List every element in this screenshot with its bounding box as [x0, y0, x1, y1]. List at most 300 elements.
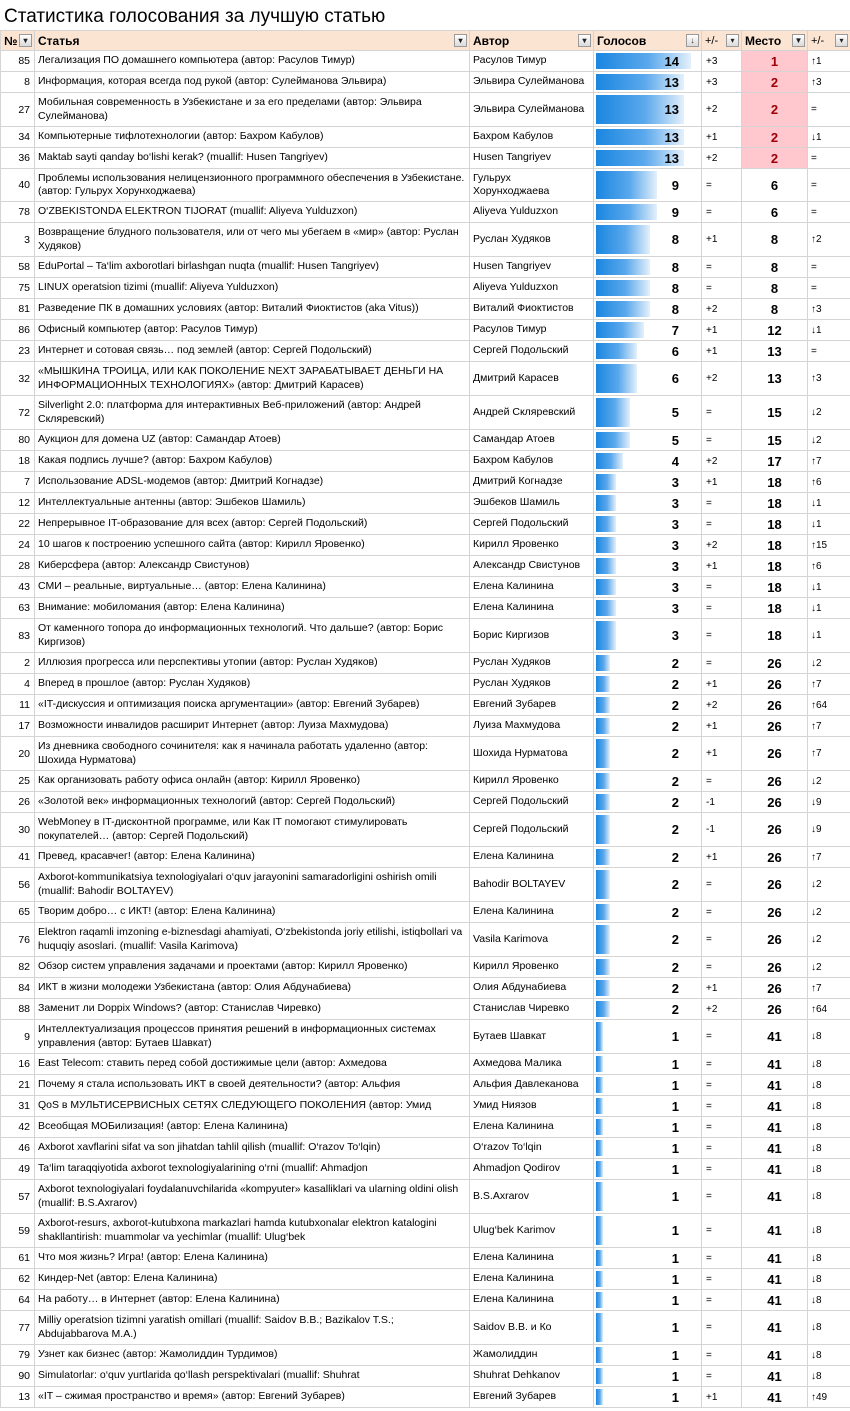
votes-cell[interactable]	[594, 1366, 702, 1387]
place-change-cell[interactable]: ↑7	[808, 716, 850, 737]
place-change-cell[interactable]: =	[808, 93, 850, 127]
votes-cell[interactable]	[594, 535, 702, 556]
article-title-cell[interactable]: СМИ – реальные, виртуальные… (автор: Елена Калинина)	[35, 577, 470, 598]
votes-delta-cell[interactable]: =	[702, 514, 742, 535]
place-cell[interactable]: 26	[742, 674, 808, 695]
place-change-cell[interactable]: ↓8	[808, 1366, 850, 1387]
place-change-cell[interactable]: ↓1	[808, 577, 850, 598]
votes-delta-cell[interactable]: =	[702, 653, 742, 674]
author-cell[interactable]: O‘razov To‘lqin	[470, 1138, 594, 1159]
votes-delta-cell[interactable]: =	[702, 278, 742, 299]
place-cell[interactable]: 26	[742, 847, 808, 868]
votes-delta-cell[interactable]: +1	[702, 556, 742, 577]
votes-cell[interactable]	[594, 1117, 702, 1138]
place-change-cell[interactable]: ↑64	[808, 999, 850, 1020]
place-cell[interactable]: 41	[742, 1366, 808, 1387]
votes-cell[interactable]	[594, 1020, 702, 1054]
filter-dropdown-icon[interactable]: ▾	[835, 34, 848, 47]
author-cell[interactable]: Сергей Подольский	[470, 514, 594, 535]
votes-cell[interactable]	[594, 902, 702, 923]
row-number-cell[interactable]: 80	[1, 430, 35, 451]
votes-cell[interactable]	[594, 1214, 702, 1248]
place-change-cell[interactable]: ↓8	[808, 1290, 850, 1311]
row-number-cell[interactable]: 16	[1, 1054, 35, 1075]
author-cell[interactable]: Альфия Давлеканова	[470, 1075, 594, 1096]
article-title-cell[interactable]: Как организовать работу офиса онлайн (автор: Кирилл Яровенко)	[35, 771, 470, 792]
votes-delta-cell[interactable]: =	[702, 957, 742, 978]
article-title-cell[interactable]: Из дневника свободного сочинителя: как я начинала работать удаленно (автор: Шохида Нурматова)	[35, 737, 470, 771]
article-title-cell[interactable]: Внимание: мобиломания (автор: Елена Калинина)	[35, 598, 470, 619]
place-change-cell[interactable]: ↓9	[808, 813, 850, 847]
article-title-cell[interactable]: Заменит ли Doppix Windows? (автор: Станислав Чиревко)	[35, 999, 470, 1020]
row-number-cell[interactable]: 59	[1, 1214, 35, 1248]
author-cell[interactable]: Husen Tangriyev	[470, 257, 594, 278]
article-title-cell[interactable]: WebMoney в IT-дисконтной программе, или Как IT помогают стимулировать покупателей… (автор: Сергей Подольский)	[35, 813, 470, 847]
place-change-cell[interactable]: ↓2	[808, 923, 850, 957]
article-title-cell[interactable]: Axborot xavflarini sifat va son jihatdan tahlil qilish (muallif: O‘razov To‘lqin)	[35, 1138, 470, 1159]
place-cell[interactable]: 2	[742, 127, 808, 148]
article-title-cell[interactable]: 10 шагов к построению успешного сайта (автор: Кирилл Яровенко)	[35, 535, 470, 556]
author-cell[interactable]: Ахмедова Малика	[470, 1054, 594, 1075]
place-cell[interactable]: 26	[742, 792, 808, 813]
votes-delta-cell[interactable]: +1	[702, 978, 742, 999]
place-cell[interactable]: 18	[742, 472, 808, 493]
article-title-cell[interactable]: Киберсфера (автор: Александр Свистунов)	[35, 556, 470, 577]
article-title-cell[interactable]: Milliy operatsion tizimni yaratish omillari (muallif: Saidov B.B.; Bazikalov T.S.; Abdujabbarova M.A.)	[35, 1311, 470, 1345]
row-number-cell[interactable]: 25	[1, 771, 35, 792]
votes-cell[interactable]	[594, 1248, 702, 1269]
votes-delta-cell[interactable]: =	[702, 619, 742, 653]
votes-delta-cell[interactable]: =	[702, 771, 742, 792]
article-title-cell[interactable]: Превед, красавчег! (автор: Елена Калинина)	[35, 847, 470, 868]
article-title-cell[interactable]: Вперед в прошлое (автор: Руслан Худяков)	[35, 674, 470, 695]
row-number-cell[interactable]: 65	[1, 902, 35, 923]
author-cell[interactable]: Евгений Зубарев	[470, 695, 594, 716]
place-change-cell[interactable]: ↓9	[808, 792, 850, 813]
place-cell[interactable]: 41	[742, 1138, 808, 1159]
article-title-cell[interactable]: Silverlight 2.0: платформа для интерактивных Веб-приложений (автор: Андрей Скляревский)	[35, 396, 470, 430]
votes-delta-cell[interactable]: -1	[702, 792, 742, 813]
place-change-cell[interactable]: ↑6	[808, 472, 850, 493]
votes-delta-cell[interactable]: =	[702, 396, 742, 430]
votes-delta-cell[interactable]: +2	[702, 451, 742, 472]
row-number-cell[interactable]: 27	[1, 93, 35, 127]
place-change-cell[interactable]: =	[808, 257, 850, 278]
votes-cell[interactable]	[594, 1159, 702, 1180]
place-change-cell[interactable]: ↓2	[808, 902, 850, 923]
place-change-cell[interactable]: ↓8	[808, 1096, 850, 1117]
author-cell[interactable]: Гульрух Хорунходжаева	[470, 169, 594, 202]
votes-cell[interactable]	[594, 202, 702, 223]
row-number-cell[interactable]: 58	[1, 257, 35, 278]
votes-cell[interactable]	[594, 278, 702, 299]
author-cell[interactable]: Умид Ниязов	[470, 1096, 594, 1117]
row-number-cell[interactable]: 90	[1, 1366, 35, 1387]
votes-delta-cell[interactable]: -1	[702, 813, 742, 847]
votes-delta-cell[interactable]: =	[702, 1138, 742, 1159]
row-number-cell[interactable]: 3	[1, 223, 35, 257]
row-number-cell[interactable]: 12	[1, 493, 35, 514]
row-number-cell[interactable]: 18	[1, 451, 35, 472]
author-cell[interactable]: Кирилл Яровенко	[470, 771, 594, 792]
place-change-cell[interactable]: ↓2	[808, 653, 850, 674]
author-cell[interactable]: Бахром Кабулов	[470, 127, 594, 148]
votes-cell[interactable]	[594, 653, 702, 674]
row-number-cell[interactable]: 32	[1, 362, 35, 396]
place-change-cell[interactable]: =	[808, 148, 850, 169]
place-cell[interactable]: 41	[742, 1269, 808, 1290]
votes-delta-cell[interactable]: +1	[702, 223, 742, 257]
votes-cell[interactable]	[594, 957, 702, 978]
article-title-cell[interactable]: Офисный компьютер (автор: Расулов Тимур)	[35, 320, 470, 341]
row-number-cell[interactable]: 56	[1, 868, 35, 902]
author-cell[interactable]: Расулов Тимур	[470, 320, 594, 341]
place-cell[interactable]: 41	[742, 1387, 808, 1408]
votes-cell[interactable]	[594, 999, 702, 1020]
votes-cell[interactable]	[594, 792, 702, 813]
author-cell[interactable]: Бахром Кабулов	[470, 451, 594, 472]
row-number-cell[interactable]: 24	[1, 535, 35, 556]
place-change-cell[interactable]: ↓2	[808, 957, 850, 978]
votes-cell[interactable]	[594, 674, 702, 695]
votes-cell[interactable]	[594, 1096, 702, 1117]
author-cell[interactable]: Ahmadjon Qodirov	[470, 1159, 594, 1180]
votes-delta-cell[interactable]: +1	[702, 847, 742, 868]
votes-cell[interactable]	[594, 1290, 702, 1311]
votes-cell[interactable]	[594, 257, 702, 278]
place-cell[interactable]: 18	[742, 493, 808, 514]
place-cell[interactable]: 26	[742, 653, 808, 674]
article-title-cell[interactable]: Интеллектуальные антенны (автор: Эшбеков Шамиль)	[35, 493, 470, 514]
votes-cell[interactable]	[594, 695, 702, 716]
votes-cell[interactable]	[594, 847, 702, 868]
author-cell[interactable]: Самандар Атоев	[470, 430, 594, 451]
author-cell[interactable]: Сергей Подольский	[470, 341, 594, 362]
votes-delta-cell[interactable]: +1	[702, 341, 742, 362]
row-number-cell[interactable]: 26	[1, 792, 35, 813]
author-cell[interactable]: Сергей Подольский	[470, 792, 594, 813]
place-change-cell[interactable]: ↑15	[808, 535, 850, 556]
votes-cell[interactable]	[594, 362, 702, 396]
row-number-cell[interactable]: 13	[1, 1387, 35, 1408]
votes-delta-cell[interactable]: +1	[702, 1387, 742, 1408]
row-number-cell[interactable]: 2	[1, 653, 35, 674]
author-cell[interactable]: Александр Свистунов	[470, 556, 594, 577]
votes-delta-cell[interactable]: =	[702, 1366, 742, 1387]
author-cell[interactable]: Сергей Подольский	[470, 813, 594, 847]
row-number-cell[interactable]: 20	[1, 737, 35, 771]
filter-dropdown-icon[interactable]: ▾	[454, 34, 467, 47]
author-cell[interactable]: Кирилл Яровенко	[470, 957, 594, 978]
place-change-cell[interactable]: ↑3	[808, 299, 850, 320]
article-title-cell[interactable]: Проблемы использования нелицензионного программного обеспечения в Узбекистане. (автор: Гульрух Хорунходжаева)	[35, 169, 470, 202]
author-cell[interactable]: Елена Калинина	[470, 1117, 594, 1138]
article-title-cell[interactable]: Непрерывное IT-образование для всех (автор: Сергей Подольский)	[35, 514, 470, 535]
row-number-cell[interactable]: 43	[1, 577, 35, 598]
place-change-cell[interactable]: ↓8	[808, 1054, 850, 1075]
row-number-cell[interactable]: 41	[1, 847, 35, 868]
place-cell[interactable]: 26	[742, 902, 808, 923]
votes-cell[interactable]	[594, 771, 702, 792]
votes-cell[interactable]	[594, 598, 702, 619]
article-title-cell[interactable]: Какая подпись лучше? (автор: Бахром Кабулов)	[35, 451, 470, 472]
row-number-cell[interactable]: 49	[1, 1159, 35, 1180]
votes-cell[interactable]	[594, 127, 702, 148]
author-cell[interactable]: Эшбеков Шамиль	[470, 493, 594, 514]
place-cell[interactable]: 15	[742, 430, 808, 451]
article-title-cell[interactable]: От каменного топора до информационных технологий. Что дальше? (автор: Борис Киргизов)	[35, 619, 470, 653]
place-cell[interactable]: 18	[742, 514, 808, 535]
place-change-cell[interactable]: ↓1	[808, 598, 850, 619]
votes-delta-cell[interactable]: =	[702, 868, 742, 902]
place-cell[interactable]: 26	[742, 957, 808, 978]
article-title-cell[interactable]: Elektron raqamli imzoning e-biznesdagi ahamiyati, O‘zbekistonda joriy etilishi, istiqbollari va huquqiy asoslari. (muallif: Vasila Karimova)	[35, 923, 470, 957]
place-change-cell[interactable]: ↓8	[808, 1248, 850, 1269]
article-title-cell[interactable]: Обзор систем управления задачами и проектами (автор: Кирилл Яровенко)	[35, 957, 470, 978]
author-cell[interactable]: Евгений Зубарев	[470, 1387, 594, 1408]
author-cell[interactable]: Дмитрий Карасев	[470, 362, 594, 396]
article-title-cell[interactable]: ИКТ в жизни молодежи Узбекистана (автор: Олия Абдунабиева)	[35, 978, 470, 999]
row-number-cell[interactable]: 88	[1, 999, 35, 1020]
row-number-cell[interactable]: 31	[1, 1096, 35, 1117]
votes-cell[interactable]	[594, 1054, 702, 1075]
votes-delta-cell[interactable]: =	[702, 1075, 742, 1096]
place-cell[interactable]: 41	[742, 1020, 808, 1054]
place-cell[interactable]: 26	[742, 813, 808, 847]
author-cell[interactable]: Руслан Худяков	[470, 223, 594, 257]
article-title-cell[interactable]: Использование ADSL-модемов (автор: Дмитрий Когнадзе)	[35, 472, 470, 493]
place-change-cell[interactable]: ↑2	[808, 223, 850, 257]
votes-cell[interactable]	[594, 1180, 702, 1214]
place-cell[interactable]: 6	[742, 202, 808, 223]
votes-cell[interactable]	[594, 1075, 702, 1096]
place-cell[interactable]: 41	[742, 1290, 808, 1311]
article-title-cell[interactable]: Интеллектуализация процессов принятия решений в информационных системах управления (автор: Бутаев Шавкат)	[35, 1020, 470, 1054]
votes-cell[interactable]	[594, 93, 702, 127]
sort-descending-icon[interactable]: ↓	[686, 34, 699, 47]
row-number-cell[interactable]: 85	[1, 51, 35, 72]
place-change-cell[interactable]: ↑7	[808, 451, 850, 472]
votes-cell[interactable]	[594, 923, 702, 957]
row-number-cell[interactable]: 40	[1, 169, 35, 202]
article-title-cell[interactable]: Maktab sayti qanday bo‘lishi kerak? (muallif: Husen Tangriyev)	[35, 148, 470, 169]
place-cell[interactable]: 8	[742, 278, 808, 299]
place-change-cell[interactable]: ↓2	[808, 396, 850, 430]
votes-delta-cell[interactable]: +3	[702, 51, 742, 72]
place-change-cell[interactable]: ↑3	[808, 72, 850, 93]
place-cell[interactable]: 18	[742, 535, 808, 556]
author-cell[interactable]: Husen Tangriyev	[470, 148, 594, 169]
place-change-cell[interactable]: ↑49	[808, 1387, 850, 1408]
place-cell[interactable]: 1	[742, 51, 808, 72]
article-title-cell[interactable]: Возвращение блудного пользователя, или от чего мы убегаем в «мир» (автор: Руслан Худяков)	[35, 223, 470, 257]
place-cell[interactable]: 13	[742, 362, 808, 396]
row-number-cell[interactable]: 64	[1, 1290, 35, 1311]
row-number-cell[interactable]: 77	[1, 1311, 35, 1345]
place-cell[interactable]: 26	[742, 923, 808, 957]
votes-cell[interactable]	[594, 868, 702, 902]
place-change-cell[interactable]: ↑6	[808, 556, 850, 577]
article-title-cell[interactable]: «Золотой век» информационных технологий (автор: Сергей Подольский)	[35, 792, 470, 813]
place-change-cell[interactable]: ↓8	[808, 1311, 850, 1345]
place-cell[interactable]: 2	[742, 93, 808, 127]
place-change-cell[interactable]: ↓8	[808, 1117, 850, 1138]
place-change-cell[interactable]: ↓1	[808, 320, 850, 341]
place-change-cell[interactable]: ↓8	[808, 1180, 850, 1214]
place-cell[interactable]: 41	[742, 1096, 808, 1117]
votes-delta-cell[interactable]: =	[702, 1117, 742, 1138]
votes-delta-cell[interactable]: +1	[702, 320, 742, 341]
author-cell[interactable]: Шохида Нурматова	[470, 737, 594, 771]
author-cell[interactable]: Жамолиддин	[470, 1345, 594, 1366]
votes-cell[interactable]	[594, 1387, 702, 1408]
author-cell[interactable]: Елена Калинина	[470, 1269, 594, 1290]
votes-delta-cell[interactable]: +1	[702, 472, 742, 493]
place-cell[interactable]: 26	[742, 999, 808, 1020]
votes-delta-cell[interactable]: =	[702, 577, 742, 598]
votes-cell[interactable]	[594, 451, 702, 472]
votes-delta-cell[interactable]: =	[702, 202, 742, 223]
article-title-cell[interactable]: Компьютерные тифлотехнологии (автор: Бахром Кабулов)	[35, 127, 470, 148]
place-change-cell[interactable]: ↑7	[808, 674, 850, 695]
author-cell[interactable]: Елена Калинина	[470, 902, 594, 923]
author-cell[interactable]: Луиза Махмудова	[470, 716, 594, 737]
article-title-cell[interactable]: Возможности инвалидов расширит Интернет (автор: Луиза Махмудова)	[35, 716, 470, 737]
row-number-cell[interactable]: 76	[1, 923, 35, 957]
place-cell[interactable]: 41	[742, 1311, 808, 1345]
place-cell[interactable]: 41	[742, 1075, 808, 1096]
article-title-cell[interactable]: Иллюзия прогресса или перспективы утопии (автор: Руслан Худяков)	[35, 653, 470, 674]
article-title-cell[interactable]: Мобильная современность в Узбекистане и за его пределами (автор: Эльвира Сулейманова)	[35, 93, 470, 127]
author-cell[interactable]: Бутаев Шавкат	[470, 1020, 594, 1054]
place-cell[interactable]: 18	[742, 598, 808, 619]
filter-dropdown-icon[interactable]: ▾	[578, 34, 591, 47]
place-change-cell[interactable]: ↓1	[808, 127, 850, 148]
votes-delta-cell[interactable]: =	[702, 902, 742, 923]
votes-cell[interactable]	[594, 716, 702, 737]
votes-cell[interactable]	[594, 514, 702, 535]
place-change-cell[interactable]: ↑3	[808, 362, 850, 396]
votes-delta-cell[interactable]: =	[702, 598, 742, 619]
place-cell[interactable]: 18	[742, 577, 808, 598]
votes-cell[interactable]	[594, 169, 702, 202]
place-cell[interactable]: 18	[742, 556, 808, 577]
article-title-cell[interactable]: O‘ZBEKISTONDA ELEKTRON TIJORAT (muallif: Aliyeva Yulduzxon)	[35, 202, 470, 223]
votes-delta-cell[interactable]: +1	[702, 737, 742, 771]
filter-dropdown-icon[interactable]: ▾	[726, 34, 739, 47]
place-cell[interactable]: 6	[742, 169, 808, 202]
place-change-cell[interactable]: ↑1	[808, 51, 850, 72]
votes-delta-cell[interactable]: +2	[702, 362, 742, 396]
article-title-cell[interactable]: East Telecom: ставить перед собой достижимые цели (автор: Ахмедова	[35, 1054, 470, 1075]
article-title-cell[interactable]: «IT – сжимая пространство и время» (автор: Евгений Зубарев)	[35, 1387, 470, 1408]
article-title-cell[interactable]: QoS в МУЛЬТИСЕРВИСНЫХ СЕТЯХ СЛЕДУЮЩЕГО ПОКОЛЕНИЯ (автор: Умид	[35, 1096, 470, 1117]
votes-cell[interactable]	[594, 430, 702, 451]
votes-cell[interactable]	[594, 493, 702, 514]
row-number-cell[interactable]: 81	[1, 299, 35, 320]
row-number-cell[interactable]: 34	[1, 127, 35, 148]
votes-delta-cell[interactable]: =	[702, 1020, 742, 1054]
author-cell[interactable]: Станислав Чиревко	[470, 999, 594, 1020]
place-cell[interactable]: 41	[742, 1248, 808, 1269]
row-number-cell[interactable]: 63	[1, 598, 35, 619]
place-cell[interactable]: 15	[742, 396, 808, 430]
author-cell[interactable]: Shuhrat Dehkanov	[470, 1366, 594, 1387]
place-change-cell[interactable]: ↓8	[808, 1075, 850, 1096]
filter-active-icon[interactable]: ▼	[792, 34, 805, 47]
author-cell[interactable]: Aliyeva Yulduzxon	[470, 278, 594, 299]
author-cell[interactable]: Aliyeva Yulduzxon	[470, 202, 594, 223]
place-cell[interactable]: 18	[742, 619, 808, 653]
row-number-cell[interactable]: 61	[1, 1248, 35, 1269]
votes-delta-cell[interactable]: =	[702, 1248, 742, 1269]
author-cell[interactable]: Эльвира Сулейманова	[470, 93, 594, 127]
place-change-cell[interactable]: =	[808, 169, 850, 202]
article-title-cell[interactable]: Киндер-Net (автор: Елена Калинина)	[35, 1269, 470, 1290]
place-cell[interactable]: 26	[742, 716, 808, 737]
article-title-cell[interactable]: Axborot texnologiyalari foydalanuvchilarida «kompyuter» kasalliklari va ularning oldini olish (muallif: B.S.Axrarov)	[35, 1180, 470, 1214]
article-title-cell[interactable]: Почему я стала использовать ИКТ в своей деятельности? (автор: Альфия	[35, 1075, 470, 1096]
place-cell[interactable]: 12	[742, 320, 808, 341]
article-title-cell[interactable]: Легализация ПО домашнего компьютера (автор: Расулов Тимур)	[35, 51, 470, 72]
votes-delta-cell[interactable]: =	[702, 1096, 742, 1117]
votes-delta-cell[interactable]: =	[702, 1269, 742, 1290]
article-title-cell[interactable]: Информация, которая всегда под рукой (автор: Сулейманова Эльвира)	[35, 72, 470, 93]
votes-delta-cell[interactable]: =	[702, 1054, 742, 1075]
row-number-cell[interactable]: 7	[1, 472, 35, 493]
row-number-cell[interactable]: 46	[1, 1138, 35, 1159]
place-cell[interactable]: 8	[742, 299, 808, 320]
author-cell[interactable]: Руслан Худяков	[470, 653, 594, 674]
votes-cell[interactable]	[594, 320, 702, 341]
author-cell[interactable]: Vasila Karimova	[470, 923, 594, 957]
article-title-cell[interactable]: EduPortal – Ta‘lim axborotlari birlashgan nuqta (muallif: Husen Tangriyev)	[35, 257, 470, 278]
votes-delta-cell[interactable]: =	[702, 1214, 742, 1248]
votes-cell[interactable]	[594, 299, 702, 320]
author-cell[interactable]: Елена Калинина	[470, 847, 594, 868]
author-cell[interactable]: Елена Калинина	[470, 598, 594, 619]
place-change-cell[interactable]: ↑7	[808, 847, 850, 868]
votes-delta-cell[interactable]: =	[702, 1290, 742, 1311]
author-cell[interactable]: Saidov B.B. и Ко	[470, 1311, 594, 1345]
place-change-cell[interactable]: =	[808, 278, 850, 299]
author-cell[interactable]: Ulug‘bek Karimov	[470, 1214, 594, 1248]
place-cell[interactable]: 26	[742, 868, 808, 902]
filter-dropdown-icon[interactable]: ▾	[19, 34, 32, 47]
row-number-cell[interactable]: 79	[1, 1345, 35, 1366]
votes-cell[interactable]	[594, 51, 702, 72]
row-number-cell[interactable]: 22	[1, 514, 35, 535]
votes-cell[interactable]	[594, 223, 702, 257]
votes-delta-cell[interactable]: =	[702, 257, 742, 278]
row-number-cell[interactable]: 23	[1, 341, 35, 362]
place-cell[interactable]: 13	[742, 341, 808, 362]
article-title-cell[interactable]: Axborot-kommunikatsiya texnologiyalari o‘quv jarayonini samaradorligini oshirish omili (muallif: Bahodir BOLTAYEV)	[35, 868, 470, 902]
votes-cell[interactable]	[594, 472, 702, 493]
author-cell[interactable]: B.S.Axrarov	[470, 1180, 594, 1214]
place-change-cell[interactable]: ↓1	[808, 514, 850, 535]
votes-delta-cell[interactable]: +1	[702, 127, 742, 148]
votes-cell[interactable]	[594, 1138, 702, 1159]
author-cell[interactable]: Андрей Скляревский	[470, 396, 594, 430]
article-title-cell[interactable]: «МЫШКИНА ТРОИЦА, ИЛИ КАК ПОКОЛЕНИЕ NEXT ЗАРАБАТЫВАЕТ ДЕНЬГИ НА ИНФОРМАЦИОННЫХ ТЕХНОЛОГИЯХ» (автор: Дмитрий Карасев)	[35, 362, 470, 396]
votes-delta-cell[interactable]: +2	[702, 148, 742, 169]
place-change-cell[interactable]: =	[808, 341, 850, 362]
author-cell[interactable]: Елена Калинина	[470, 577, 594, 598]
votes-delta-cell[interactable]: +2	[702, 535, 742, 556]
votes-cell[interactable]	[594, 1269, 702, 1290]
place-cell[interactable]: 41	[742, 1054, 808, 1075]
